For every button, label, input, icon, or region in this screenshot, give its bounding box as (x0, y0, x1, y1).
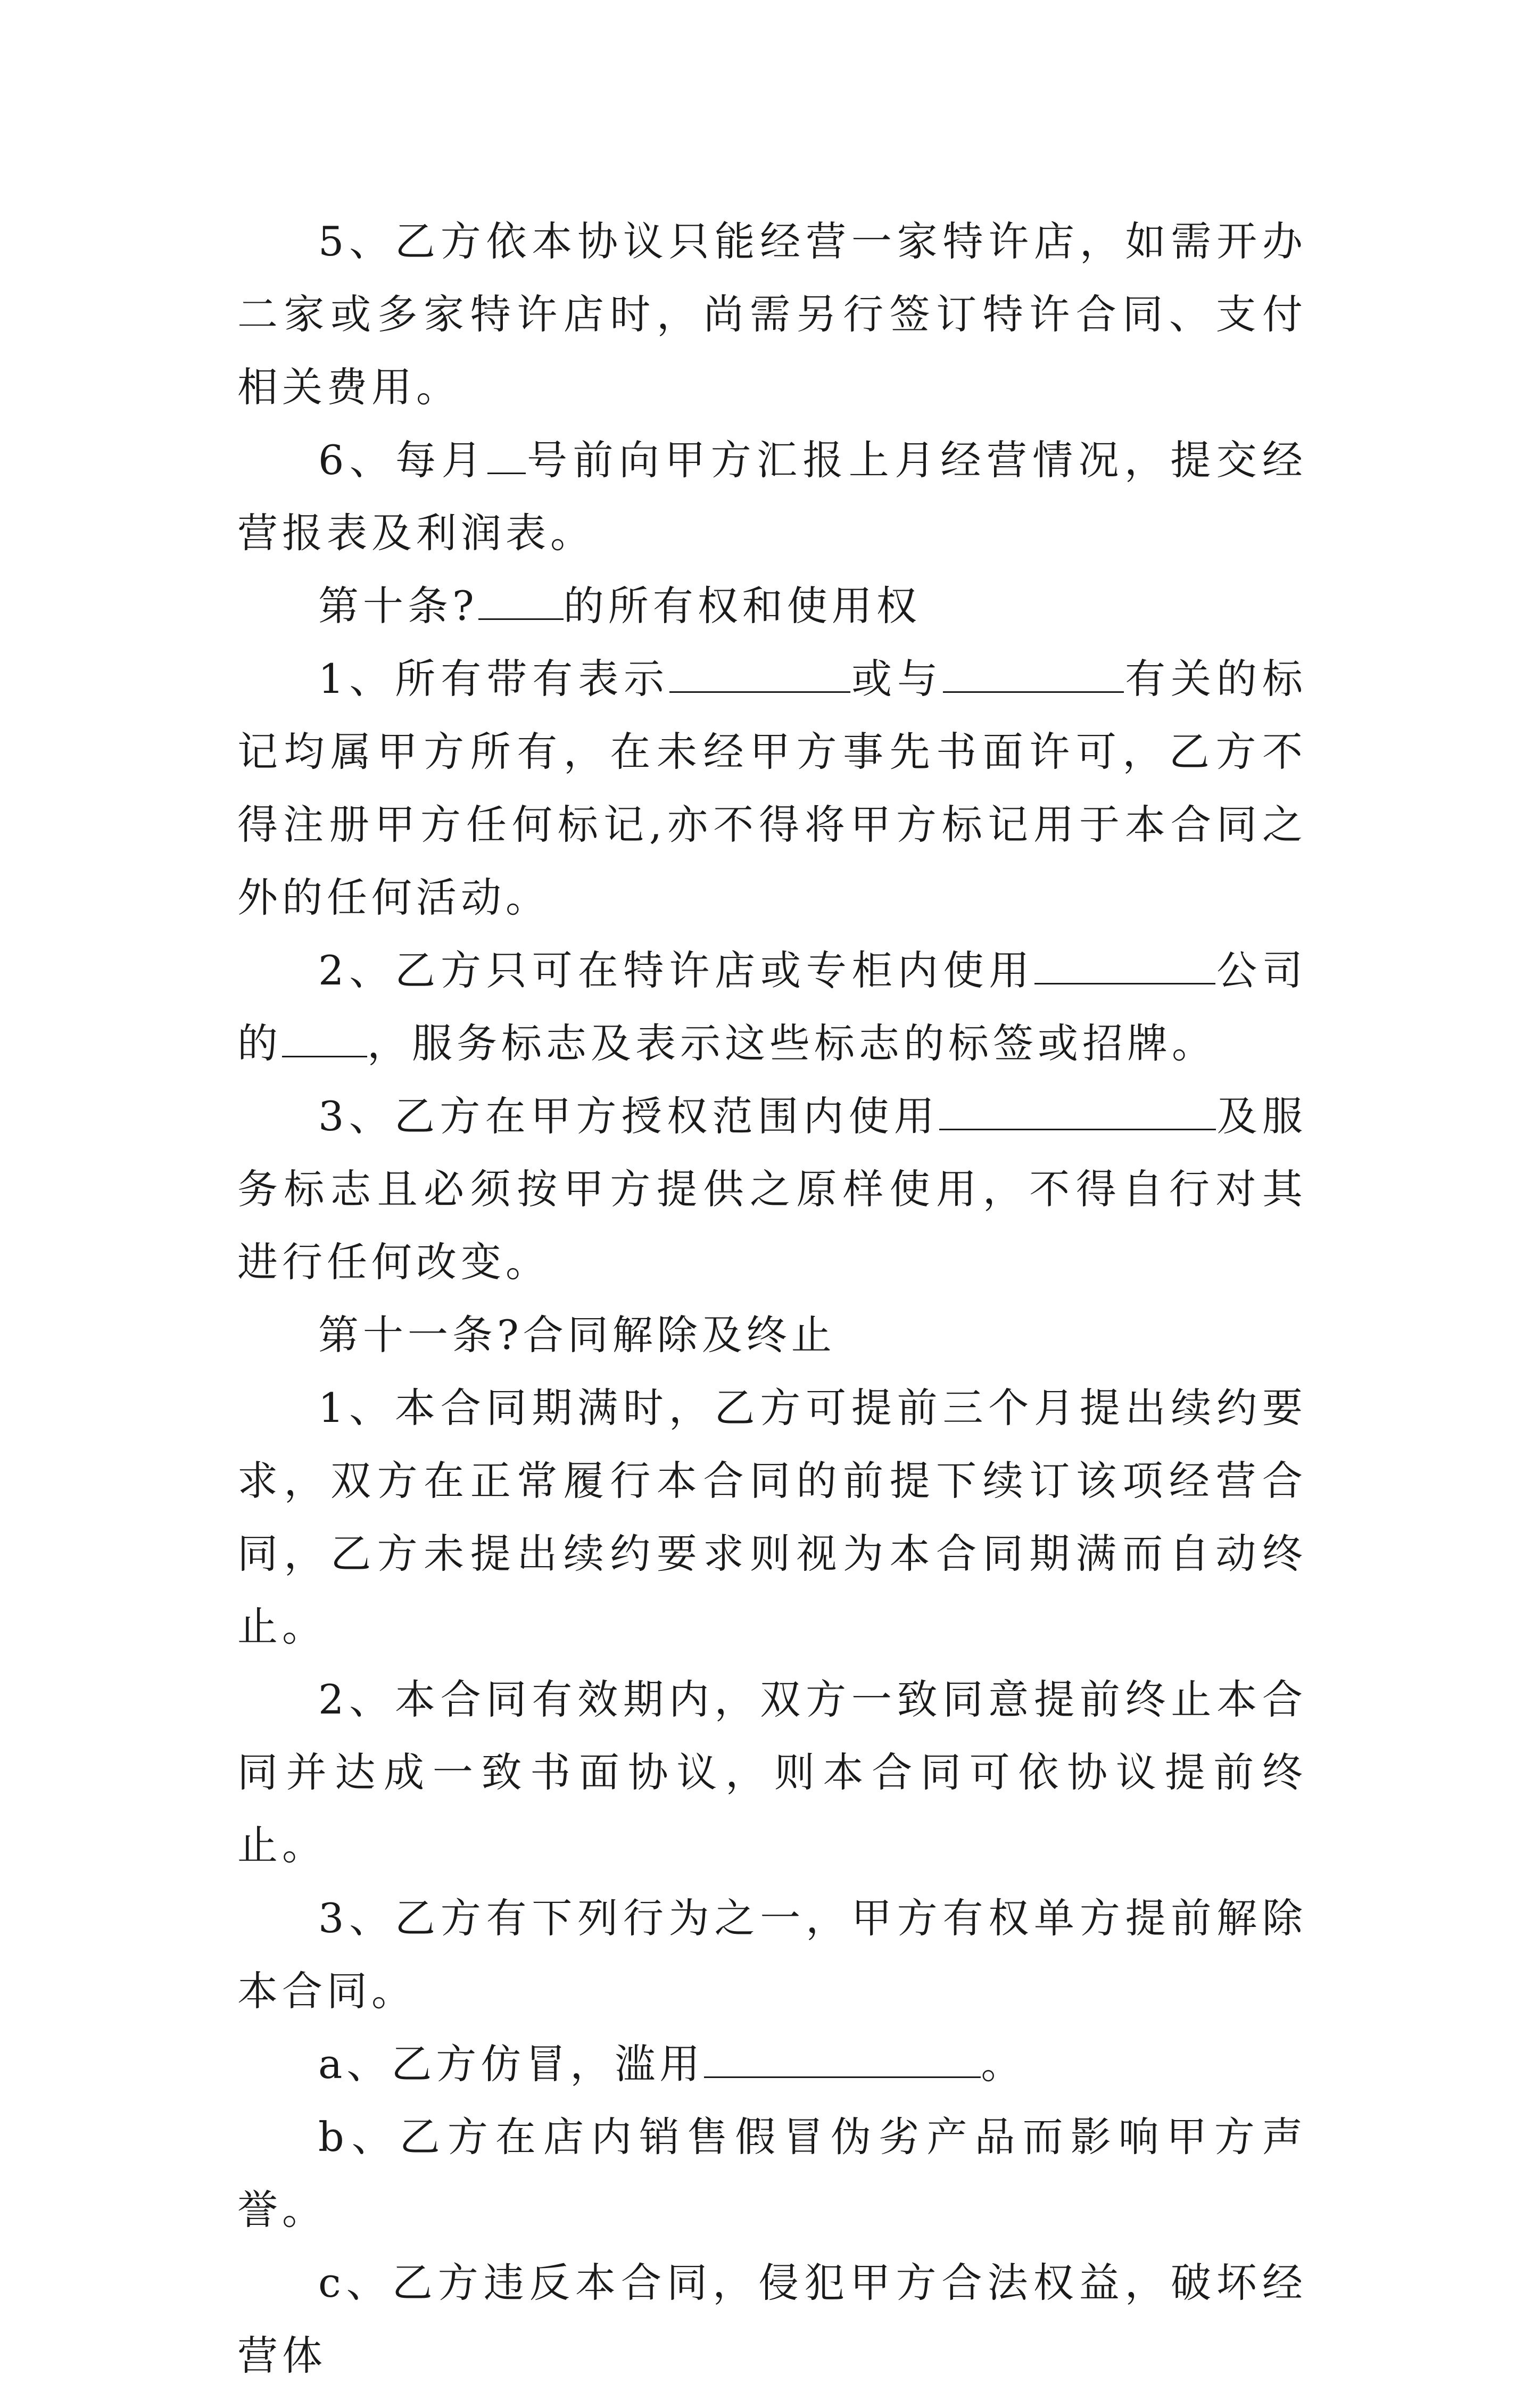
clause-text: 1、本合同期满时，乙方可提前三个月提出续约要求，双方在正常履行本合同的前提下续订该项经营合同，乙方未提出续约要求则视为本合同期满而自动终止。 (237, 1384, 1307, 1650)
clause-11-3 (237, 1882, 1307, 2027)
clause-11-3-b (237, 2100, 1307, 2246)
fill-in-blank[interactable] (1034, 946, 1215, 984)
clause-text: a、乙方仿冒，滥用 (318, 2040, 705, 2088)
clause-text: 5、乙方依本协议只能经营一家特许店，如需开办二家或多家特许店时，尚需另行签订特许合同、支付相关费用。 (237, 218, 1307, 411)
fill-in-blank[interactable] (669, 654, 850, 693)
heading-text: 的所有权和使用权 (563, 582, 921, 630)
clause-11-3-a (237, 2027, 1307, 2100)
clause-text: 1、所有带有表示 (318, 655, 670, 702)
fill-in-blank[interactable] (478, 581, 564, 620)
clause-11-3-c (237, 2246, 1307, 2392)
clause-text: 3、乙方在甲方授权范围内使用 (318, 1092, 940, 1140)
fill-in-blank[interactable] (939, 1091, 1216, 1130)
fill-in-blank[interactable] (487, 435, 526, 474)
clause-10-1 (237, 642, 1307, 934)
heading-text: 第十一条?合同解除及终止 (318, 1311, 836, 1359)
clause-text: ，服务标志及表示这些标志的标签或招牌。 (367, 1020, 1216, 1067)
document-body (237, 205, 1307, 2392)
clause-10-2 (237, 934, 1307, 1080)
clause-text: 6、每月 (318, 436, 487, 484)
clause-text: 。 (981, 2040, 1026, 2088)
clause-9-6 (237, 424, 1307, 569)
article-11-heading (237, 1298, 1307, 1371)
clause-text: b、乙方在店内销售假冒伪劣产品而影响甲方声誉。 (237, 2113, 1307, 2233)
clause-text: c、乙方违反本合同，侵犯甲方合法权益，破坏经营体 (237, 2259, 1307, 2379)
clause-text: 2、本合同有效期内，双方一致同意提前终止本合同并达成一致书面协议，则本合同可依协议提前终止。 (237, 1676, 1307, 1869)
article-10-heading (237, 569, 1307, 642)
clause-text: 及服务标志且必须按甲方提供之原样使用，不得自行对其进行任何改变。 (237, 1092, 1307, 1286)
clause-9-5 (237, 205, 1307, 424)
clause-text: 有关的标记均属甲方所有，在未经甲方事先书面许可，乙方不得注册甲方任何标记,亦不得将甲方标记用于本合同之外的任何活动。 (237, 655, 1307, 921)
clause-text: 3、乙方有下列行为之一，甲方有权单方提前解除本合同。 (237, 1894, 1307, 2015)
heading-text: 第十条? (318, 582, 478, 630)
clause-text: 或与 (850, 655, 943, 702)
clause-text: 公司的 (237, 947, 1307, 1067)
fill-in-blank[interactable] (943, 654, 1124, 693)
clause-text: 号前向甲方汇报上月经营情况，提交经营报表及利润表。 (237, 436, 1307, 557)
fill-in-blank[interactable] (704, 2039, 981, 2078)
fill-in-blank[interactable] (282, 1019, 367, 1057)
clause-11-1 (237, 1371, 1307, 1663)
clause-10-3 (237, 1080, 1307, 1298)
clause-11-2 (237, 1663, 1307, 1882)
clause-text: 2、乙方只可在特许店或专柜内使用 (318, 947, 1035, 994)
